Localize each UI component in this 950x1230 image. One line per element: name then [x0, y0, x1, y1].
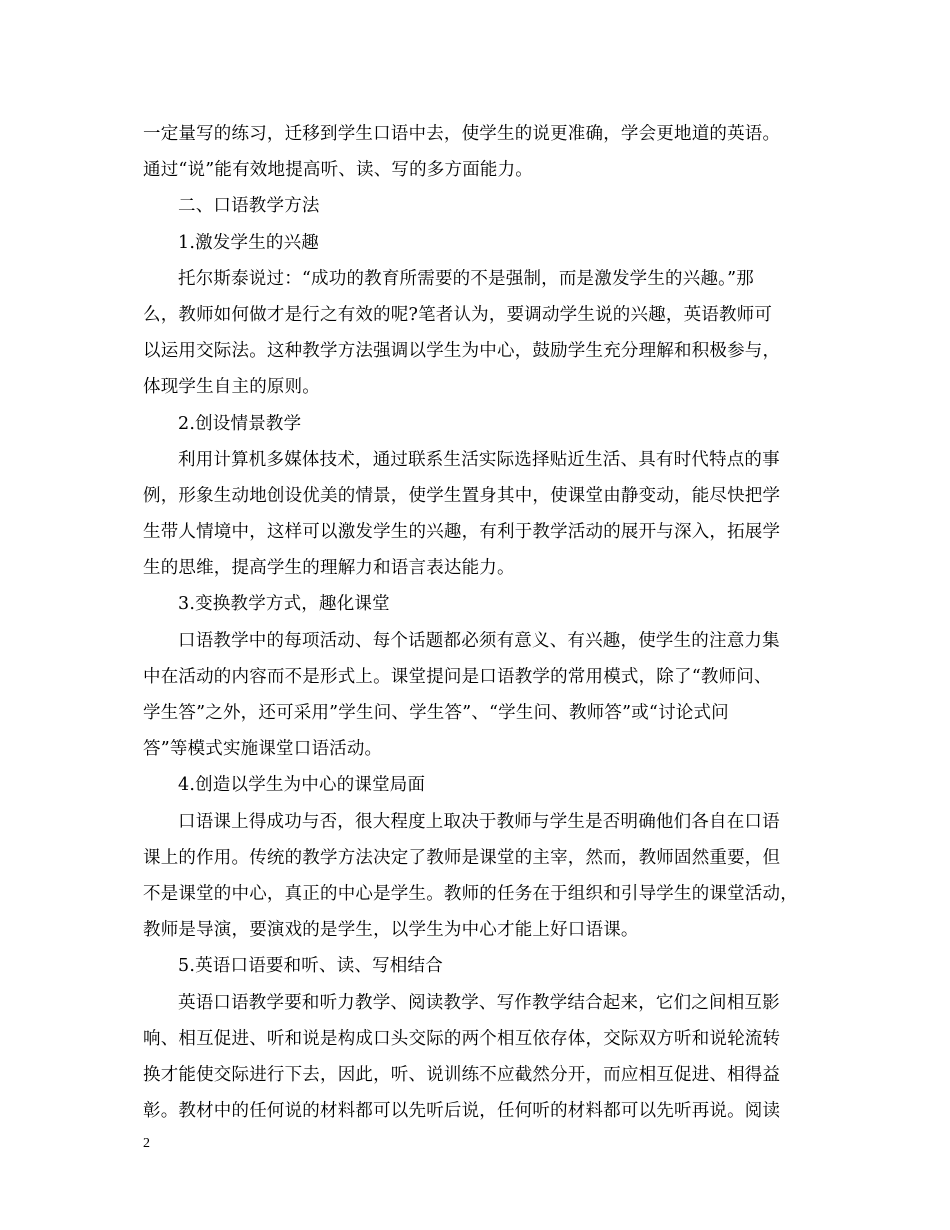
text-line: 生带人情境中，这样可以激发学生的兴趣，有利于教学活动的展开与深入，拓展学: [143, 522, 781, 543]
page-number: 2: [143, 1136, 150, 1151]
text-line: 一定量写的练习，迁移到学生口语中去，使学生的说更准确，学会更地道的英语。: [143, 124, 781, 144]
text-line: 响、相互促进、听和说是构成口头交际的两个相互依存体，交际双方听和说轮流转: [143, 1028, 781, 1049]
text-line: 课上的作用。传统的教学方法决定了教师是课堂的主宰，然而，教师固然重要，但: [143, 847, 781, 868]
subsection-heading: 4.创造以学生为中心的课堂局面: [178, 775, 426, 796]
section-heading: 二、口语教学方法: [178, 196, 320, 217]
text-line: 换才能使交际进行下去，因此，听、说训练不应截然分开，而应相互促进、相得益: [143, 1064, 781, 1085]
text-line: 彰。教材中的任何说的材料都可以先听后说，任何听的材料都可以先听再说。阅读: [143, 1101, 781, 1122]
text-line: 利用计算机多媒体技术，通过联系生活实际选择贴近生活、具有时代特点的事: [178, 449, 780, 470]
body-text: [143, 116, 813, 1129]
text-line: 生的思维，提高学生的理解力和语言表达能力。: [143, 558, 515, 579]
subsection-heading: 1.激发学生的兴趣: [178, 232, 319, 253]
text-line: 口语教学中的每项活动、每个话题都必须有意义、有兴趣，使学生的注意力集: [178, 630, 780, 651]
text-line: 体现学生自主的原则。: [143, 377, 320, 398]
text-line: 答”等模式实施课堂口语活动。: [143, 739, 383, 760]
subsection-heading: 5.英语口语要和听、读、写相结合: [178, 956, 443, 977]
text-line: 托尔斯泰说过：“成功的教育所需要的不是强制，而是激发学生的兴趣。”那: [178, 268, 754, 289]
subsection-heading: 3.变换教学方式，趣化课堂: [178, 594, 390, 615]
subsection-heading: 2.创设情景教学: [178, 413, 302, 434]
text-line: 不是课堂的中心，真正的中心是学生。教师的任务在于组织和引导学生的课堂活动，: [143, 883, 798, 904]
text-line: 英语口语教学要和听力教学、阅读教学、写作教学结合起来，它们之间相互影: [178, 992, 780, 1013]
text-line: 学生答”之外，还可采用”学生问、学生答”、“学生问、教师答”或“讨论式问: [143, 703, 729, 723]
text-line: 通过“说”能有效地提高听、读、写的多方面能力。: [143, 160, 533, 181]
text-line: 口语课上得成功与否，很大程度上取决于教师与学生是否明确他们各自在口语: [178, 811, 780, 832]
text-line: 教师是导演，要演戏的是学生，以学生为中心才能上好口语课。: [143, 920, 639, 941]
text-line: 中在活动的内容而不是形式上。课堂提问是口语教学的常用模式，除了“教师问、: [143, 666, 772, 687]
text-line: 例，形象生动地创设优美的情景，使学生置身其中，使课堂由静变动，能尽快把学: [143, 485, 781, 506]
text-line: 以运用交际法。这种教学方法强调以学生为中心，鼓励学生充分理解和积极参与，: [143, 341, 781, 362]
text-line: 么，教师如何做才是行之有效的呢?笔者认为，要调动学生说的兴趣，英语教师可: [143, 304, 773, 325]
